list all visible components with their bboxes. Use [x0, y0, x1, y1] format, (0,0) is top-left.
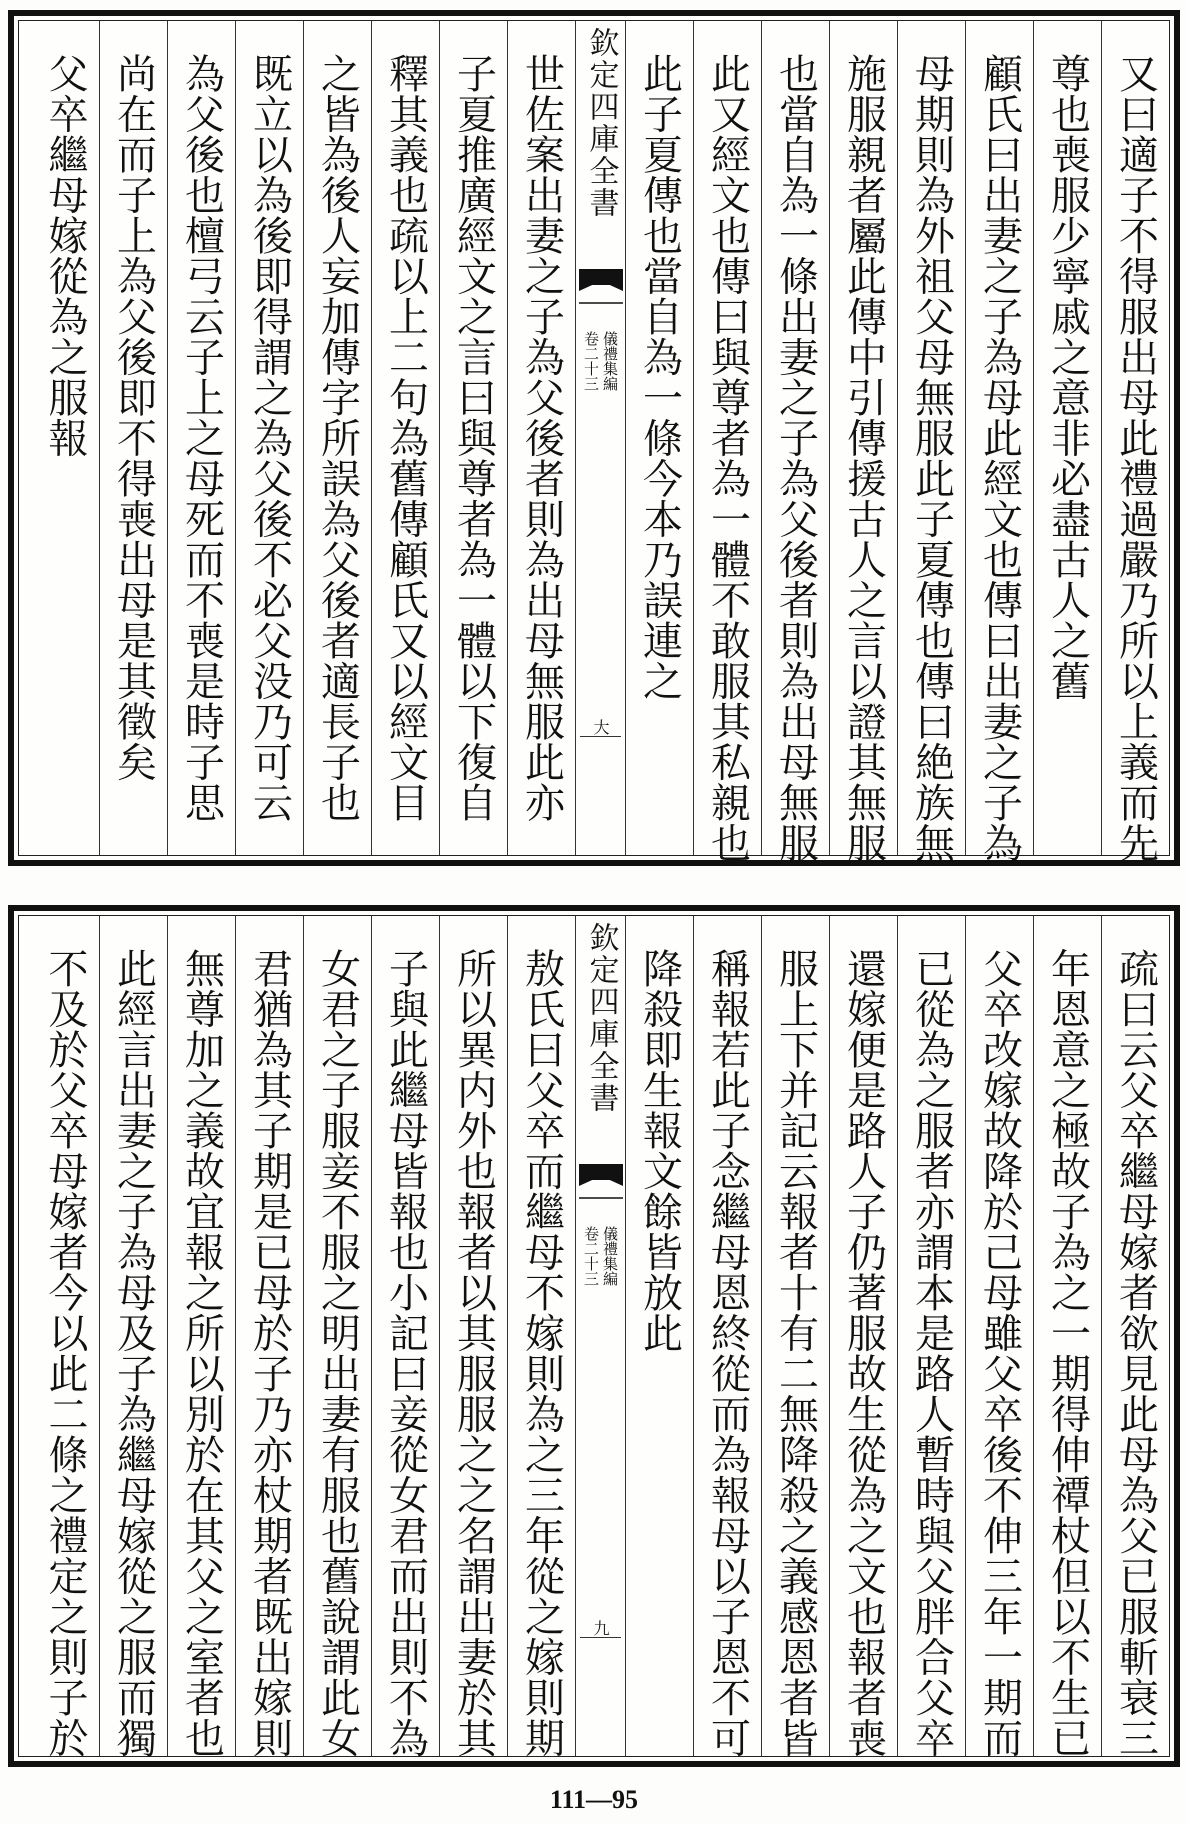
text-column: 此子夏傳也當自為一條今本乃誤連之 — [625, 21, 693, 855]
text-column: 年恩意之極故子為之一期得伸禫杖但以不生已 — [1033, 916, 1101, 1756]
page-number: 九 — [591, 1620, 610, 1636]
bottom-page-panel — [8, 905, 1180, 1767]
book-title: 欽定四庫全書 — [583, 922, 619, 1114]
text-column: 疏曰云父卒繼母嫁者欲見此母為父已服斬衰三 — [1101, 916, 1169, 1756]
footer-page-number: 111—95 — [549, 1785, 639, 1814]
page-number-rule — [580, 1637, 621, 1638]
text-column: 還嫁便是路人子仍著服故生從為之文也報者喪 — [829, 916, 897, 1756]
book-name-volume — [583, 1226, 618, 1286]
text-column: 釋其義也疏以上二句為舊傳顧氏又以經文目 — [371, 21, 439, 855]
book-volume: 卷二十三 — [582, 1226, 600, 1286]
bottom-page-columns — [18, 915, 1170, 1757]
book-title: 欽定四庫全書 — [583, 27, 619, 219]
fish-tail-mark-icon — [579, 269, 623, 309]
text-column: 為父後也檀弓云子上之母死而不喪是時子思 — [167, 21, 235, 855]
top-page-panel — [8, 10, 1180, 866]
text-column: 父卒繼母嫁從為之服報 — [42, 53, 88, 458]
text-column: 降殺即生報文餘皆放此 — [625, 916, 693, 1756]
center-gutter — [575, 21, 625, 855]
text-column: 施服親者屬此傳中引傳援古人之言以證其無服 — [829, 21, 897, 855]
text-column: 子與此繼母皆報也小記曰妾從女君而出則不為 — [371, 916, 439, 1756]
text-column: 不及於父卒母嫁者今以此二條之禮定之則子於 — [42, 948, 88, 1758]
text-column: 無尊加之義故宜報之所以別於在其父之室者也 — [167, 916, 235, 1756]
text-column: 已從為之服者亦謂本是路人暫時與父胖合父卒 — [897, 916, 965, 1756]
text-column: 既立以為後即得謂之為父後不必父没乃可云 — [235, 21, 303, 855]
text-column: 也當自為一條出妻之子為父後者則為出母無服 — [761, 21, 829, 855]
top-page-columns — [18, 20, 1170, 863]
text-column: 此又經文也傳曰與尊者為一體不敢服其私親也 — [693, 21, 761, 855]
book-name: 儀禮集編 — [601, 1226, 619, 1286]
text-column: 君猶為其子期是已母於子乃亦杖期者既出嫁則 — [235, 916, 303, 1756]
page-number-rule — [580, 736, 621, 737]
text-column: 母期則為外祖父母無服此子夏傳也傳曰絶族無 — [897, 21, 965, 855]
page-number: 大 — [591, 719, 610, 735]
text-column: 又曰適子不得服出母此禮過嚴乃所以上義而先 — [1101, 21, 1169, 855]
text-column: 父卒改嫁故降於己母雖父卒後不伸三年一期而 — [965, 916, 1033, 1756]
text-column: 女君之子服妾不服之明出妻有服也舊說謂此女 — [303, 916, 371, 1756]
text-column: 尚在而子上為父後即不得喪出母是其徵矣 — [99, 21, 167, 855]
text-column: 之皆為後人妄加傳字所誤為父後者適長子也 — [303, 21, 371, 855]
text-column: 子夏推廣經文之言曰與尊者為一體以下復自 — [439, 21, 507, 855]
book-name: 儀禮集編 — [601, 331, 619, 391]
text-column: 服上下并記云報者十有二無降殺之義感恩者皆 — [761, 916, 829, 1756]
text-column: 世佐案出妻之子為父後者則為出母無服此亦 — [507, 21, 575, 855]
center-gutter — [575, 916, 625, 1756]
fish-tail-mark-icon — [579, 1164, 623, 1204]
text-column: 所以異内外也報者以其服服之之名謂出妻於其 — [439, 916, 507, 1756]
text-column: 此經言出妻之子為母及子為繼母嫁從之服而獨 — [99, 916, 167, 1756]
text-column: 稱報若此子念繼母恩終從而為報母以子恩不可 — [693, 916, 761, 1756]
book-volume: 卷二十三 — [582, 331, 600, 391]
book-name-volume — [583, 331, 618, 391]
text-column: 敖氏曰父卒而繼母不嫁則為之三年從之嫁則期 — [507, 916, 575, 1756]
text-column: 顧氏曰出妻之子為母此經文也傳曰出妻之子為 — [965, 21, 1033, 855]
text-column: 尊也喪服少寧戚之意非必盡古人之舊 — [1033, 21, 1101, 855]
